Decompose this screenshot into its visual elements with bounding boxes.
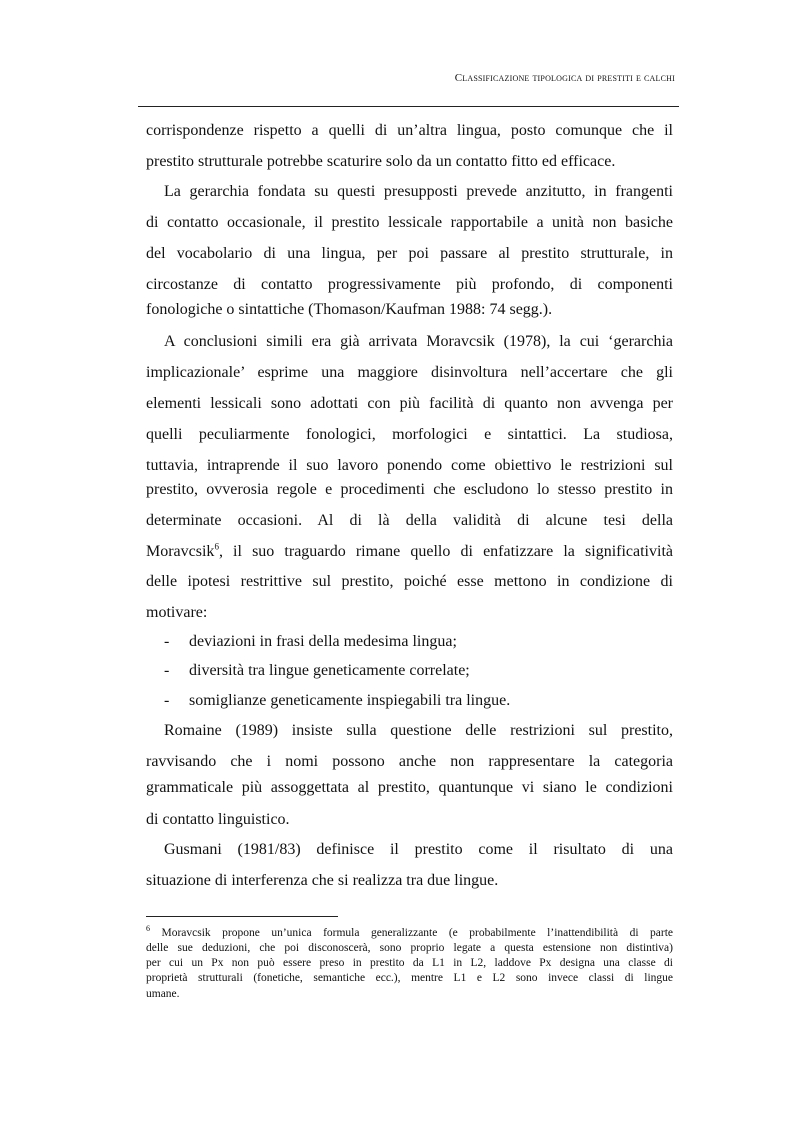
footnote-line (146, 926, 673, 941)
body-line: Romaine (1989) insiste sulla questione delle restrizioni sul prestito, (164, 722, 673, 739)
body-line: corrispondenze rispetto a quelli di un’altra lingua, posto comunque che il (146, 122, 673, 139)
body-line: del vocabolario di una lingua, per poi passare al prestito strutturale, in (146, 245, 673, 262)
footnote-ref[interactable]: 6 (214, 541, 219, 552)
body-line: di contatto linguistico. (146, 811, 290, 828)
body-line: determinate occasioni. Al di là della validità di alcune tesi della (146, 512, 673, 529)
body-line: quelli peculiarmente fonologici, morfologici e sintattici. La studiosa, (146, 426, 673, 443)
list-marker: - (164, 662, 170, 679)
body-line: fonologiche o sintattiche (Thomason/Kaufman 1988: 74 segg.). (146, 301, 553, 318)
list-marker: - (164, 633, 170, 650)
running-header: Classificazione tipologica di prestiti e calchi (454, 72, 675, 84)
footnote-line: per cui un Px non può essere preso in prestito da L1 in L2, laddove Px designa una classe di (146, 957, 673, 969)
footnote-line: proprietà strutturali (fonetiche, semantiche ecc.), mentre L1 e L2 sono invece classi di lingue (146, 972, 673, 984)
ref-author: Moravcsik (146, 543, 215, 560)
footnote-rule (146, 916, 338, 917)
body-line: di contatto occasionale, il prestito lessicale rapportabile a unità non basiche (146, 214, 673, 231)
list-marker: - (164, 692, 170, 709)
footnote-line: delle sue deduzioni, che poi disconoscerà, sono proprio legate a questa estensione non distintiva) (146, 942, 673, 954)
body-line: circostanze di contatto progressivamente più profondo, di componenti (146, 276, 673, 293)
ref-continuation: , il suo traguardo rimane quello di enfatizzare la significatività (218, 543, 673, 560)
footnote-text: Moravcsik propone un’unica formula generalizzante (e probabilmente l’inattendibilità di parte (150, 927, 673, 939)
footnote-number: 6 (146, 924, 150, 934)
body-line: La gerarchia fondata su questi presupposti prevede anzitutto, in frangenti (164, 183, 673, 200)
body-line: ravvisando che i nomi possono anche non rappresentare la categoria (146, 753, 673, 770)
body-line: motivare: (146, 604, 208, 621)
list-item: deviazioni in frasi della medesima lingua; (189, 633, 457, 650)
list-item: diversità tra lingue geneticamente correlate; (189, 662, 470, 679)
body-line-with-footnote-ref (146, 540, 673, 564)
body-line: grammaticale più assoggettata al prestito, quantunque vi siano le condizioni (146, 779, 673, 796)
list-item: somiglianze geneticamente inspiegabili tra lingue. (189, 692, 511, 709)
body-line: elementi lessicali sono adottati con più facilità di quanto non avvenga per (146, 395, 673, 412)
body-line: tuttavia, intraprende il suo lavoro ponendo come obiettivo le restrizioni sul (146, 457, 673, 474)
footnote-line: umane. (146, 988, 180, 1000)
body-line: prestito, ovverosia regole e procedimenti che escludono lo stesso prestito in (146, 481, 673, 498)
body-line: situazione di interferenza che si realizza tra due lingue. (146, 872, 499, 889)
body-line: implicazionale’ esprime una maggiore disinvoltura nell’accertare che gli (146, 364, 673, 381)
header-rule (138, 106, 679, 107)
body-line: delle ipotesi restrittive sul prestito, poiché esse mettono in condizione di (146, 573, 673, 590)
body-line: A conclusioni simili era già arrivata Moravcsik (1978), la cui ‘gerarchia (164, 333, 673, 350)
body-line: prestito strutturale potrebbe scaturire solo da un contatto fitto ed efficace. (146, 153, 616, 170)
body-line: Gusmani (1981/83) definisce il prestito come il risultato di una (164, 841, 673, 858)
